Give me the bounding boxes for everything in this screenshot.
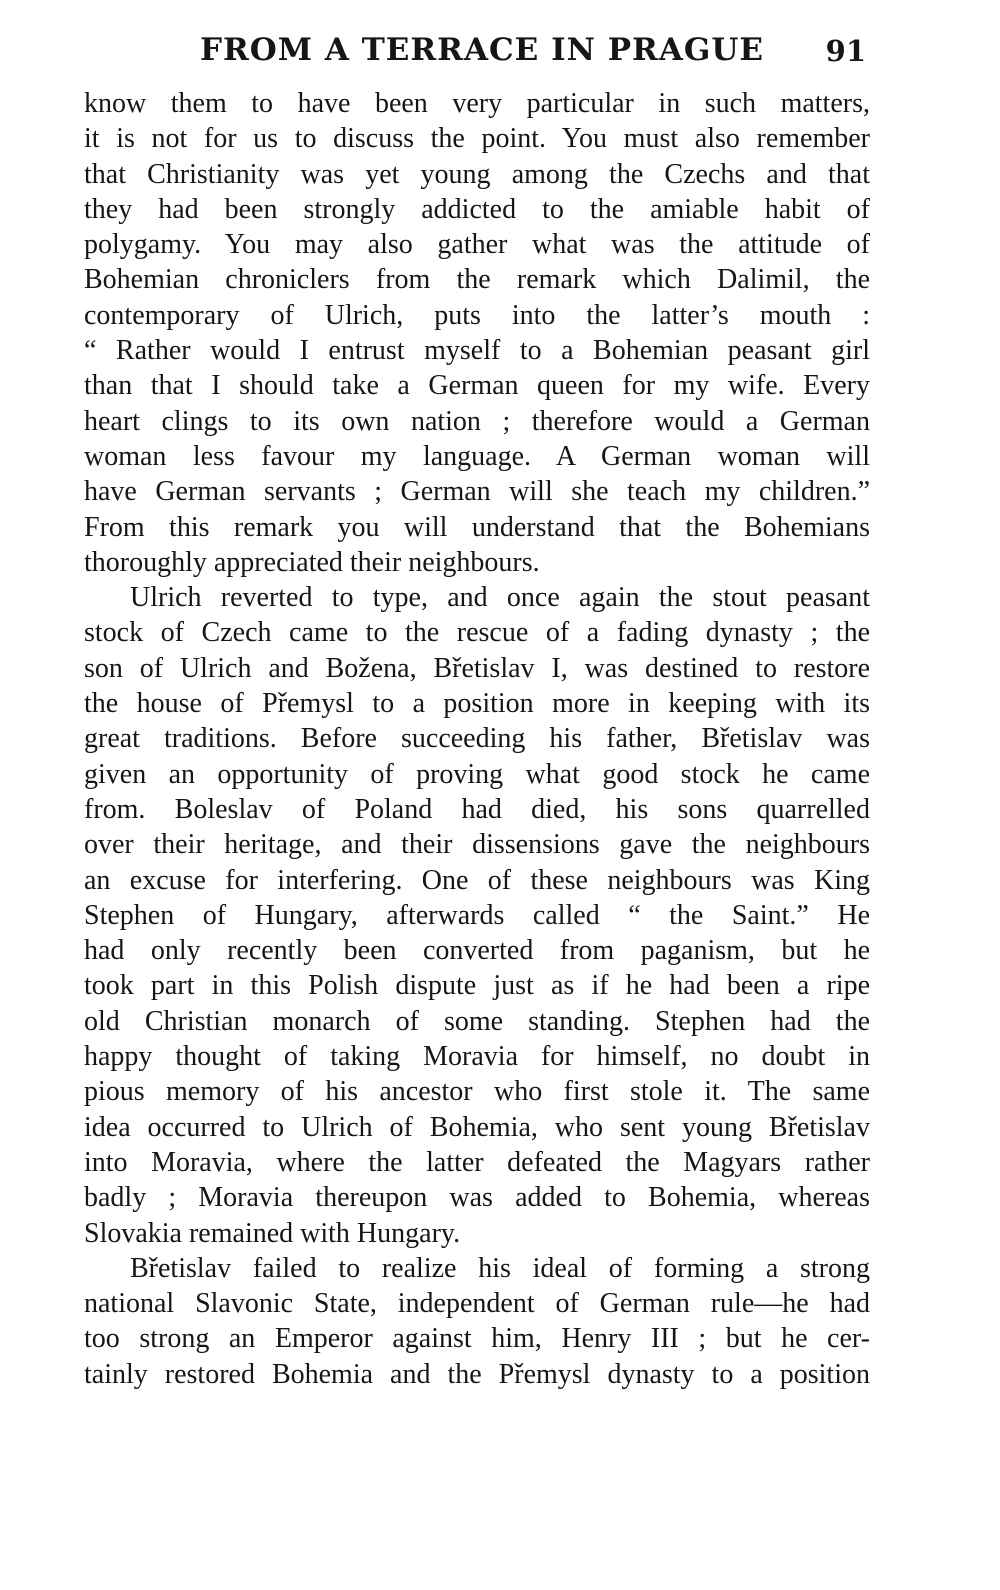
text-line: over their heritage, and their dissensions gave the neighbours xyxy=(84,829,870,861)
text-line: son of Ulrich and Božena, Břetislav I, was destined to restore xyxy=(84,652,870,684)
text-line: idea occurred to Ulrich of Bohemia, who sent young Břetislav xyxy=(84,1111,870,1143)
text-line: it is not for us to discuss the point. You must also remember xyxy=(84,123,870,155)
text-line: From this remark you will understand that the Bohemians xyxy=(84,511,870,543)
text-line: given an opportunity of proving what good stock he came xyxy=(84,758,870,790)
text-line: old Christian monarch of some standing. Stephen had the xyxy=(84,1005,870,1037)
text-line: know them to have been very particular in such matters, xyxy=(84,88,870,119)
text-line: woman less favour my language. A German woman will xyxy=(84,440,870,472)
text-line: that Christianity was yet young among the Czechs and that xyxy=(84,158,870,190)
running-head xyxy=(84,28,870,78)
text-line: Bohemian chroniclers from the remark which Dalimil, the xyxy=(84,264,870,296)
text-line: tainly restored Bohemia and the Přemysl dynasty to a position xyxy=(84,1358,870,1390)
text-line: “ Rather would I entrust myself to a Bohemian peasant girl xyxy=(84,335,870,367)
text-line: pious memory of his ancestor who first stole it. The same xyxy=(84,1076,870,1108)
text-line: too strong an Emperor against him, Henry III ; but he cer- xyxy=(84,1323,870,1355)
text-line: they had been strongly addicted to the amiable habit of xyxy=(84,193,870,225)
text-line: into Moravia, where the latter defeated the Magyars rather xyxy=(84,1146,870,1178)
text-line: an excuse for interfering. One of these neighbours was King xyxy=(84,864,870,896)
text-line: the house of Přemysl to a position more in keeping with its xyxy=(84,688,870,720)
text-line: great traditions. Before succeeding his father, Břetislav was xyxy=(84,723,870,755)
text-line: badly ; Moravia thereupon was added to Bohemia, whereas xyxy=(84,1182,870,1214)
paragraph-end-line: Slovakia remained with Hungary. xyxy=(84,1217,461,1249)
text-line: polygamy. You may also gather what was the attitude of xyxy=(84,229,870,261)
text-line: than that I should take a German queen for my wife. Every xyxy=(84,370,870,402)
paragraph-first-line: Ulrich reverted to type, and once again the stout peasant xyxy=(130,582,870,614)
text-line: from. Boleslav of Poland had died, his sons quarrelled xyxy=(84,793,870,825)
text-line: have German servants ; German will she teach my children.” xyxy=(84,476,870,508)
text-line: stock of Czech came to the rescue of a fading dynasty ; the xyxy=(84,617,870,649)
text-line: happy thought of taking Moravia for himself, no doubt in xyxy=(84,1041,870,1073)
page-number: 91 xyxy=(825,34,866,68)
text-line: contemporary of Ulrich, puts into the latter’s mouth : xyxy=(84,299,870,331)
body-text xyxy=(84,86,870,1392)
text-line: national Slavonic State, independent of German rule—he had xyxy=(84,1288,870,1320)
paragraph-end-line: thoroughly appreciated their neighbours. xyxy=(84,546,540,578)
text-line: took part in this Polish dispute just as if he had been a ripe xyxy=(84,970,870,1002)
text-line: Stephen of Hungary, afterwards called “ the Saint.” He xyxy=(84,899,870,931)
text-line: had only recently been converted from paganism, but he xyxy=(84,935,870,967)
text-line: heart clings to its own nation ; therefore would a German xyxy=(84,405,870,437)
running-title: FROM A TERRACE IN PRAGUE xyxy=(200,32,764,68)
paragraph-first-line: Břetislav failed to realize his ideal of forming a strong xyxy=(130,1252,870,1284)
